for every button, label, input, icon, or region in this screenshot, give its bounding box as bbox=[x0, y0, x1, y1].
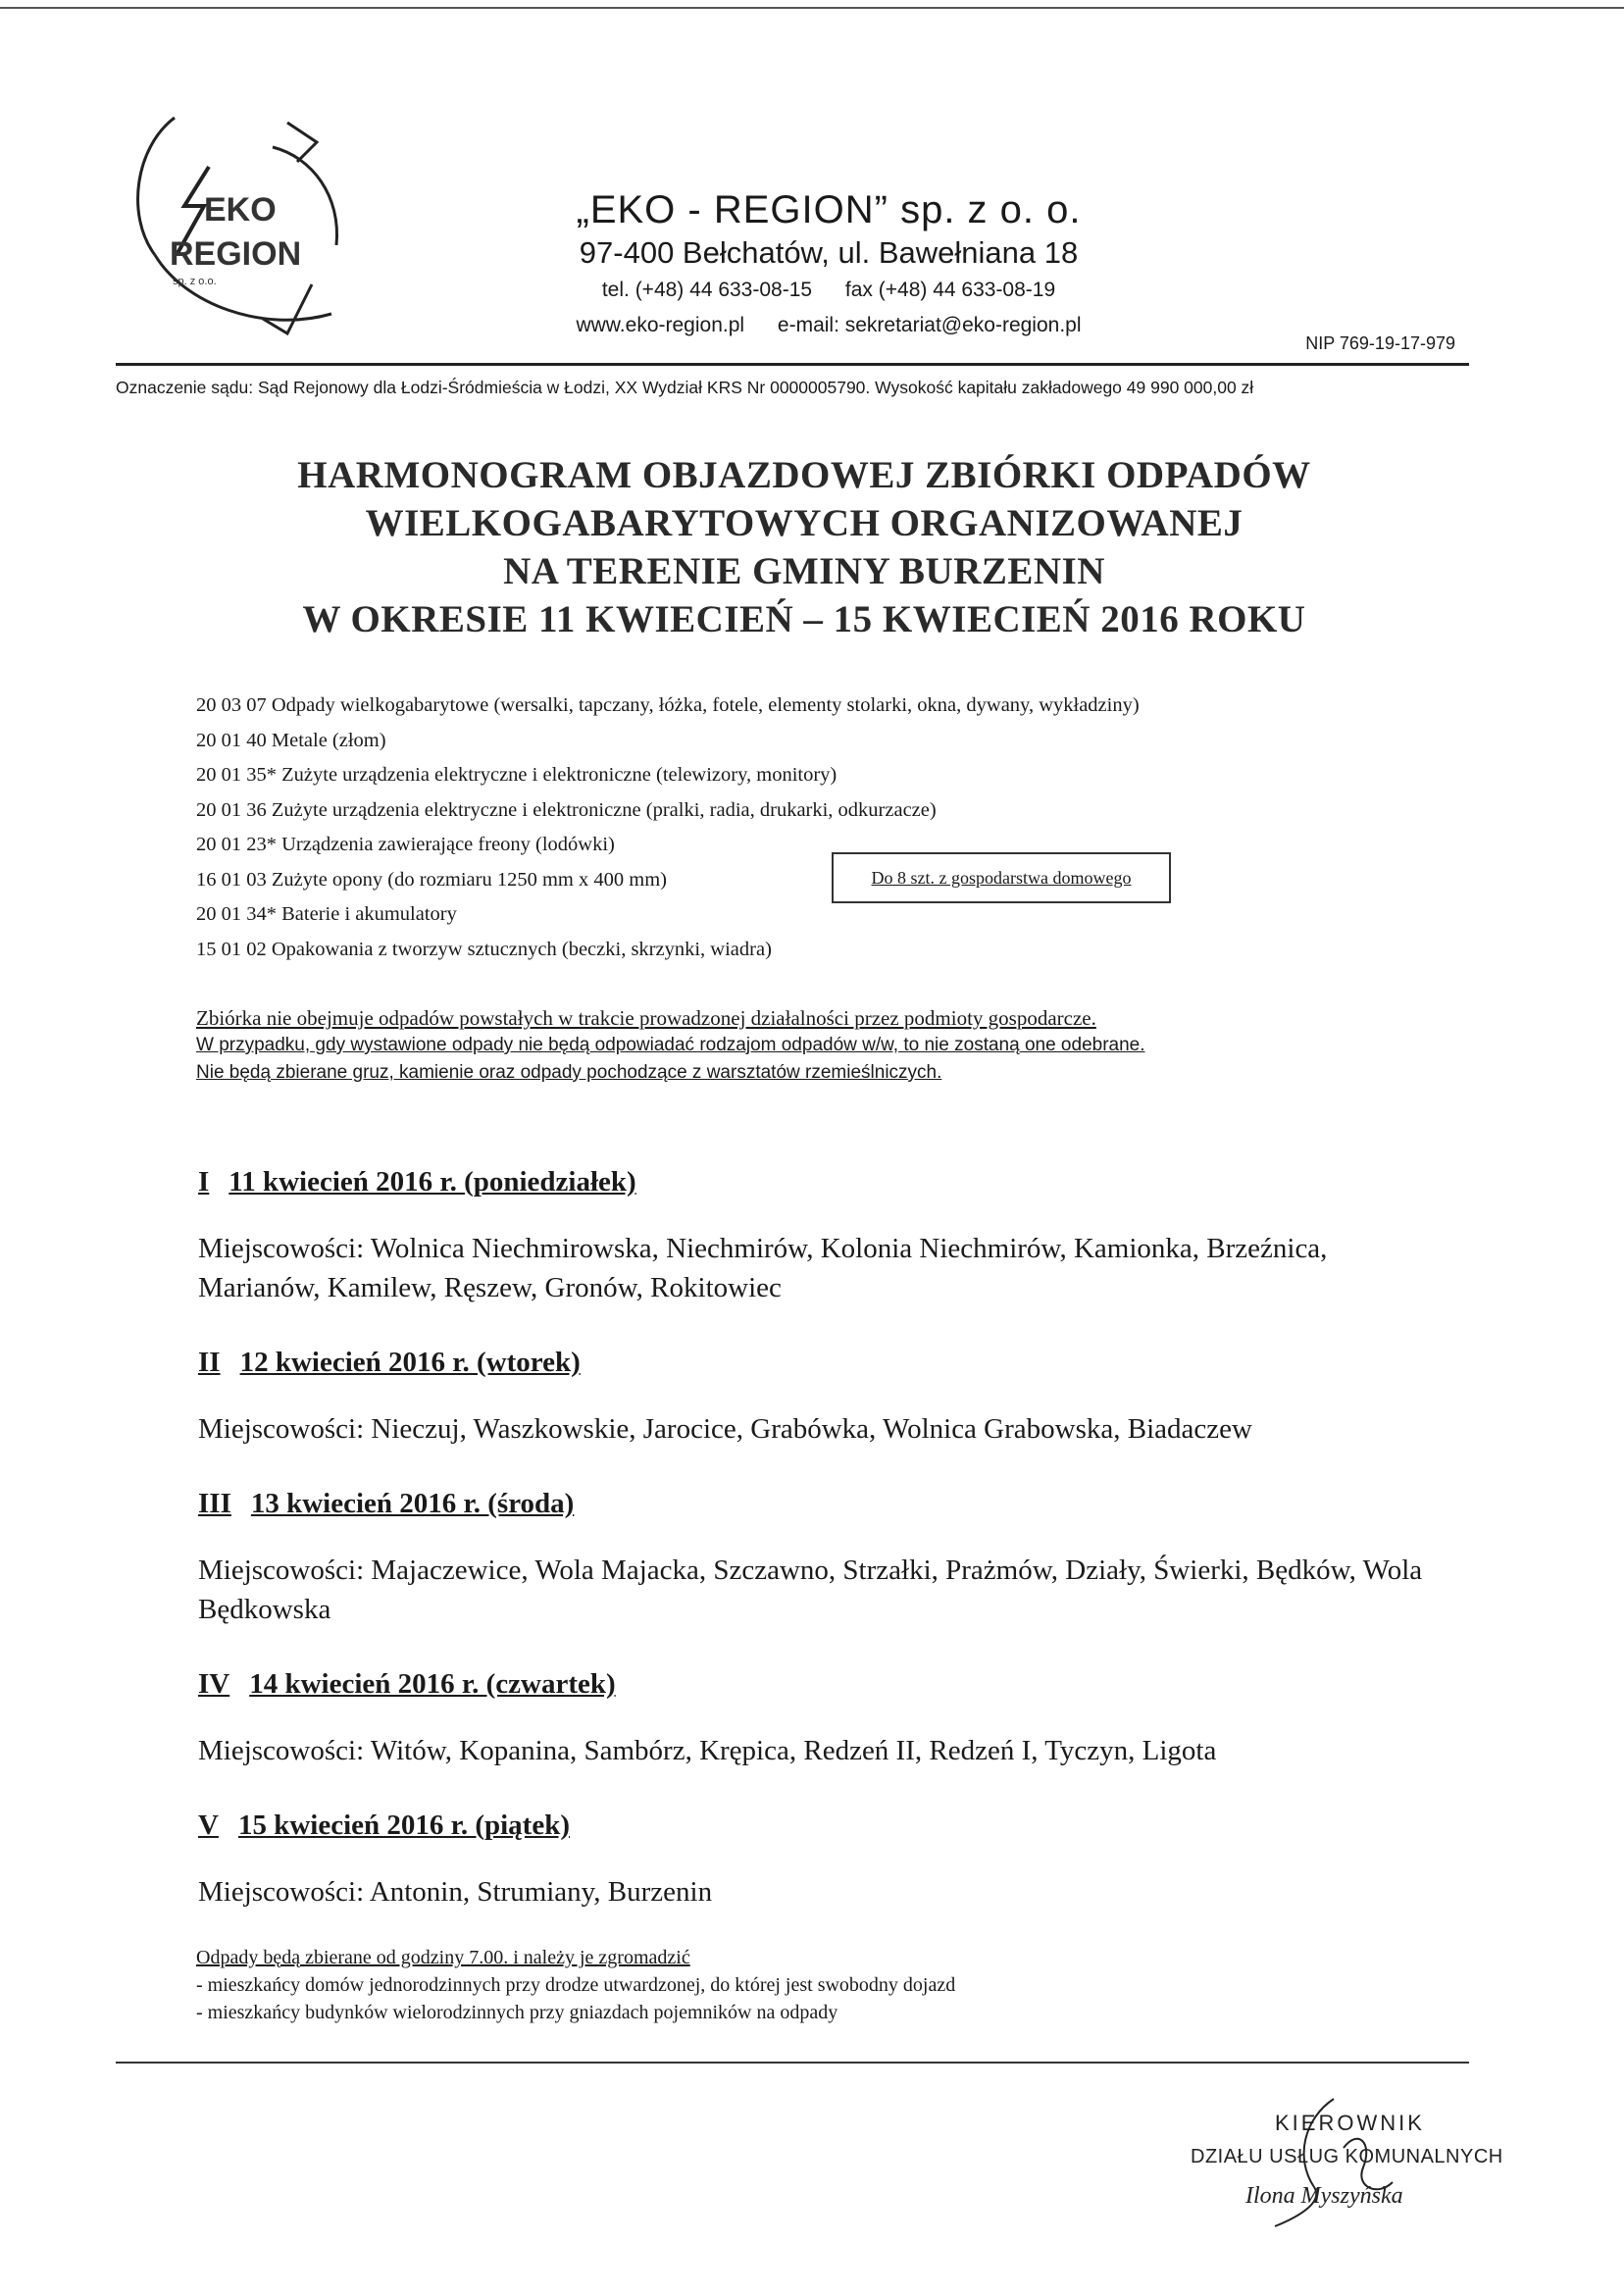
notice-line: Zbiórka nie obejmuje odpadów powstałych w trakcie prowadzonej działalności przez podmioty gospodarcze. bbox=[196, 1006, 1096, 1030]
schedule-day-heading bbox=[198, 1343, 1434, 1382]
waste-code-item: 20 03 07 Odpady wielkogabarytowe (wersalki, tapczany, łóżka, fotele, elementy stolarki, okna, dywany, wykładziny) bbox=[196, 694, 1140, 716]
day-places: Miejscowości: Majaczewice, Wola Majacka, Szczawno, Strzałki, Prażmów, Działy, Świerki, Będków, Wola Będkowska bbox=[198, 1555, 1423, 1625]
company-web-email bbox=[510, 308, 1147, 343]
title-line-2: WIELKOGABARYTOWYCH ORGANIZOWANEJ bbox=[365, 502, 1243, 544]
collection-item: - mieszkańcy domów jednorodzinnych przy drodze utwardzonej, do której jest swobodny dojazd bbox=[196, 1974, 956, 1996]
stamp-department: DZIAŁU USŁUG KOMUNALNYCH bbox=[1191, 2146, 1503, 2167]
waste-code-item: 20 01 35* Zużyte urządzenia elektryczne i elektroniczne (telewizory, monitory) bbox=[196, 764, 837, 786]
tire-limit-note bbox=[832, 852, 1171, 903]
company-phone: tel. (+48) 44 633-08-15 bbox=[601, 279, 813, 301]
day-date: 13 kwiecień 2016 r. (środa) bbox=[250, 1488, 575, 1519]
schedule-day bbox=[198, 1162, 1434, 1307]
court-registration-info: Oznaczenie sądu: Sąd Rejonowy dla Łodzi-Śródmieścia w Łodzi, XX Wydział KRS Nr 0000005790. Wysokość kapitału zakładowego 49 990 000,00 zł bbox=[116, 378, 1254, 397]
schedule-day bbox=[198, 1664, 1434, 1770]
schedule-day bbox=[198, 1484, 1434, 1629]
title-line-1: HARMONOGRAM OBJAZDOWEJ ZBIÓRKI ODPADÓW bbox=[297, 454, 1311, 496]
handwritten-signature bbox=[1187, 2089, 1481, 2236]
letterhead-divider bbox=[116, 363, 1469, 366]
svg-text:sp. z o.o.: sp. z o.o. bbox=[173, 276, 217, 287]
day-numeral: V bbox=[198, 1810, 219, 1841]
waste-code-item: 15 01 02 Opakowania z tworzyw sztucznych (beczki, skrzynki, wiadra) bbox=[196, 938, 772, 960]
company-fax: fax (+48) 44 633-08-19 bbox=[844, 279, 1056, 301]
company-name: „EKO - REGION” sp. z o. o. bbox=[576, 188, 1082, 231]
day-places: Miejscowości: Nieczuj, Waszkowskie, Jarocice, Grabówka, Wolnica Grabowska, Biadaczew bbox=[198, 1413, 1252, 1445]
company-address: 97-400 Bełchatów, ul. Bawełniana 18 bbox=[579, 235, 1079, 270]
day-numeral: III bbox=[198, 1488, 231, 1519]
waste-code-item: 20 01 23* Urządzenia zawierające freony (lodówki) bbox=[196, 834, 615, 855]
title-line-4: W OKRESIE 11 KWIECIEŃ – 15 KWIECIEŃ 2016 ROKU bbox=[302, 598, 1306, 640]
footer-divider bbox=[116, 2062, 1469, 2064]
company-phone-fax bbox=[510, 273, 1147, 308]
waste-code-item: 20 01 34* Baterie i akumulatory bbox=[196, 903, 457, 925]
schedule-day-heading bbox=[198, 1484, 1434, 1523]
stamp-name: Ilona Myszyńska bbox=[1245, 2183, 1403, 2209]
waste-code-item: 16 01 03 Zużyte opony (do rozmiaru 1250 mm x 400 mm) bbox=[196, 868, 667, 891]
tire-limit-text: Do 8 szt. z gospodarstwa domowego bbox=[871, 867, 1132, 888]
document-title bbox=[196, 451, 1412, 643]
waste-code-item: 20 01 40 Metale (złom) bbox=[196, 729, 386, 751]
company-header bbox=[510, 186, 1147, 343]
day-date: 14 kwiecień 2016 r. (czwartek) bbox=[249, 1668, 616, 1700]
schedule-day-heading bbox=[198, 1664, 1434, 1704]
notice-line: W przypadku, gdy wystawione odpady nie będą odpowiadać rodzajom odpadów w/w, to nie zostaną one odebrane. bbox=[196, 1035, 1145, 1055]
waste-code-list bbox=[196, 688, 1471, 967]
svg-text:REGION: REGION bbox=[170, 235, 302, 273]
company-website: www.eko-region.pl bbox=[576, 314, 745, 336]
day-date: 15 kwiecień 2016 r. (piątek) bbox=[237, 1810, 570, 1841]
day-numeral: II bbox=[198, 1347, 221, 1378]
company-email: e-mail: sekretariat@eko-region.pl bbox=[777, 314, 1082, 336]
day-numeral: IV bbox=[198, 1668, 230, 1700]
day-date: 12 kwiecień 2016 r. (wtorek) bbox=[239, 1347, 581, 1378]
collection-lead: Odpady będą zbierane od godziny 7.00. i należy je zgromadzić bbox=[196, 1947, 690, 1968]
schedule-day bbox=[198, 1806, 1434, 1912]
title-line-3: NA TERENIE GMINY BURZENIN bbox=[503, 550, 1105, 592]
schedule-day bbox=[198, 1343, 1434, 1449]
stamp-title: KIEROWNIK bbox=[1275, 2111, 1425, 2135]
schedule-day-heading bbox=[198, 1162, 1434, 1201]
day-places: Miejscowości: Antonin, Strumiany, Burzenin bbox=[198, 1876, 713, 1908]
collection-instructions bbox=[196, 1944, 1275, 2026]
collection-schedule bbox=[198, 1162, 1434, 1947]
top-scan-edge bbox=[0, 7, 1624, 9]
day-numeral: I bbox=[198, 1166, 210, 1198]
svg-text:EKO: EKO bbox=[204, 191, 277, 229]
notice-line: Nie będą zbierane gruz, kamienie oraz odpady pochodzące z warsztatów rzemieślniczych. bbox=[196, 1062, 942, 1083]
collection-item: - mieszkańcy budynków wielorodzinnych przy gniazdach pojemników na odpady bbox=[196, 2002, 838, 2023]
waste-code-item: 20 01 36 Zużyte urządzenia elektryczne i elektroniczne (pralki, radia, drukarki, odkurzacze) bbox=[196, 798, 937, 821]
day-date: 11 kwiecień 2016 r. (poniedziałek) bbox=[228, 1166, 636, 1198]
schedule-day-heading bbox=[198, 1806, 1434, 1845]
day-places: Miejscowości: Witów, Kopanina, Sambórz, Krępica, Redzeń II, Redzeń I, Tyczyn, Ligota bbox=[198, 1735, 1217, 1766]
day-places: Miejscowości: Wolnica Niechmirowska, Niechmirów, Kolonia Niechmirów, Kamionka, Brzeźnica, Marianów, Kamilew, Ręszew, Gronów, Rokitowiec bbox=[198, 1233, 1328, 1303]
collection-notices bbox=[196, 1004, 1275, 1087]
company-nip: NIP 769-19-17-979 bbox=[1305, 333, 1455, 353]
eko-region-logo bbox=[116, 108, 381, 363]
official-stamp bbox=[1187, 2089, 1503, 2236]
